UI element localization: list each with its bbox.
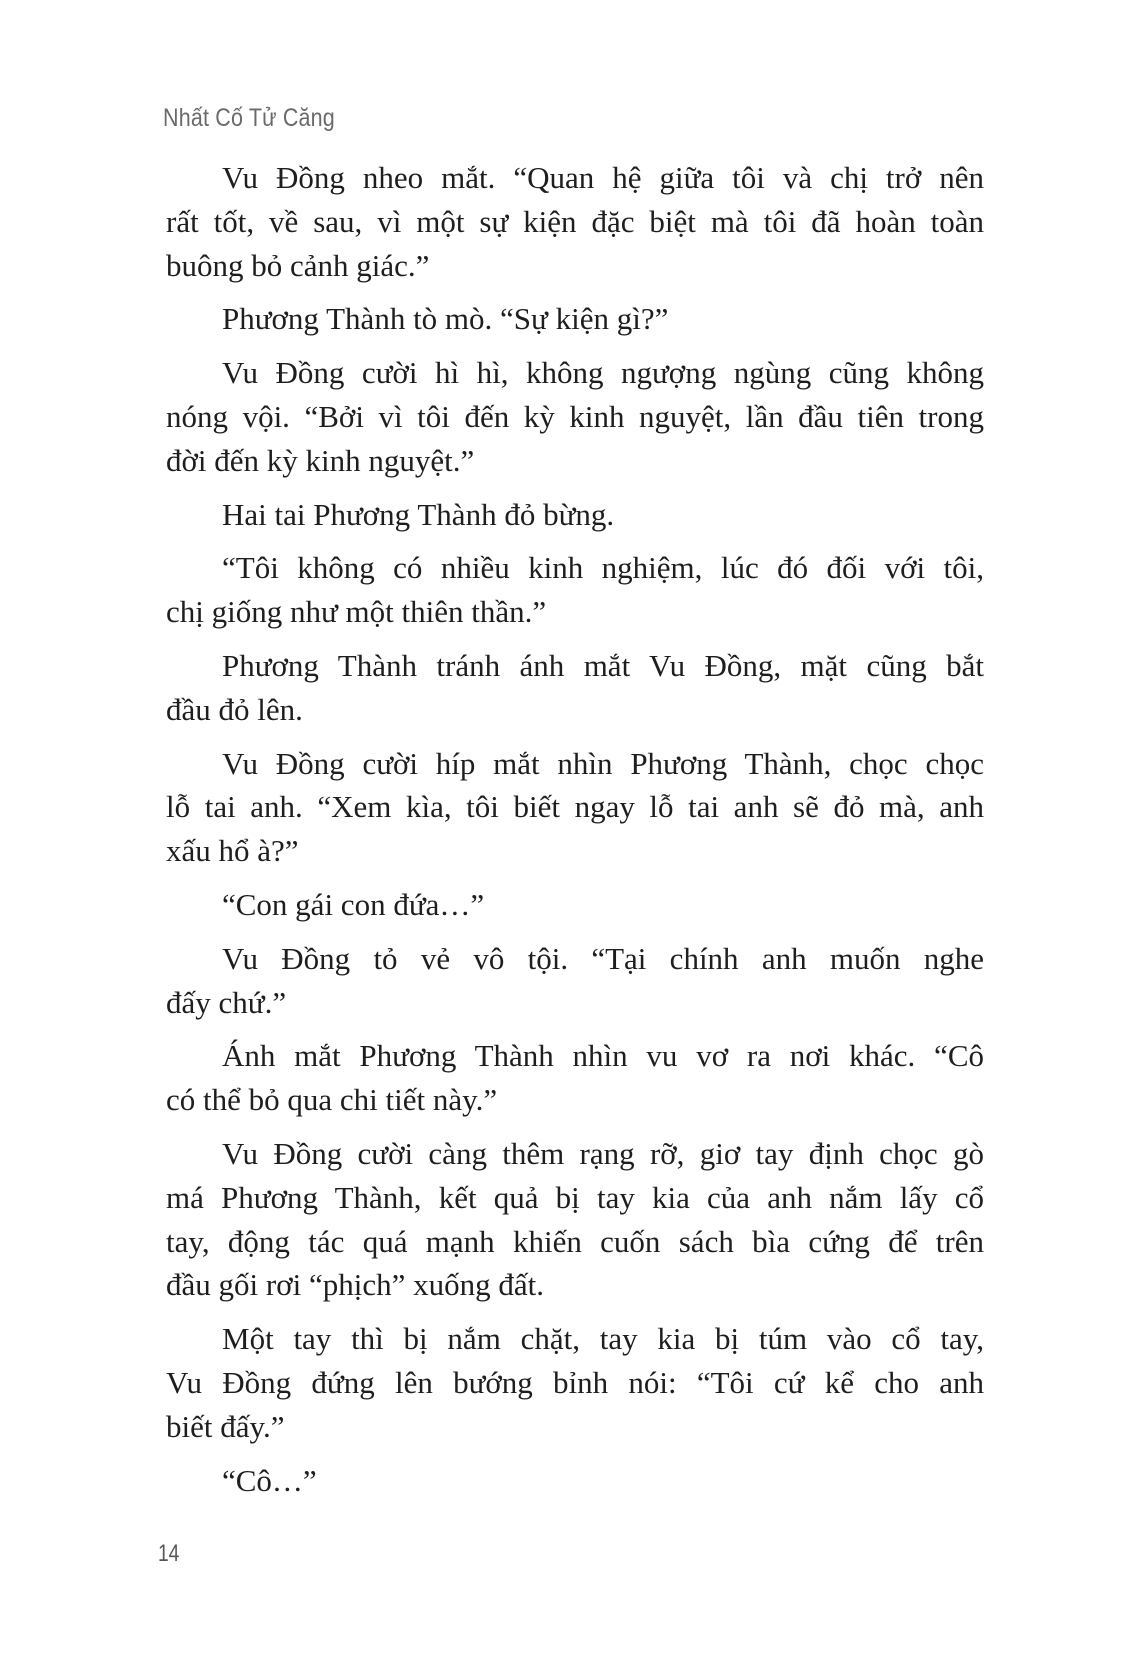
running-header: Nhất Cố Tử Căng (163, 104, 335, 132)
paragraph (166, 644, 984, 732)
text-line: tay, động tác quá mạnh khiến cuốn sách bìa cứng để trên (166, 1223, 984, 1259)
text-line: rất tốt, về sau, vì một sự kiện đặc biệt mà tôi đã hoàn toàn (166, 203, 984, 239)
text-line: “Cô…” (222, 1462, 317, 1498)
paragraph (166, 297, 984, 341)
text-line: Vu Đồng cười càng thêm rạng rỡ, giơ tay định chọc gò (222, 1135, 984, 1171)
text-line: “Con gái con đứa…” (222, 886, 485, 922)
text-line: Vu Đồng cười hì hì, không ngượng ngùng cũng không (222, 355, 984, 391)
text-line: má Phương Thành, kết quả bị tay kia của anh nắm lấy cổ (166, 1179, 984, 1215)
text-line: Hai tai Phương Thành đỏ bừng. (222, 496, 615, 532)
paragraph (166, 742, 984, 873)
paragraph (166, 546, 984, 634)
text-line: buông bỏ cảnh giác.” (166, 247, 430, 283)
paragraph (166, 883, 984, 927)
text-line: lỗ tai anh. “Xem kìa, tôi biết ngay lỗ tai anh sẽ đỏ mà, anh (166, 789, 984, 825)
text-line: chị giống như một thiên thần.” (166, 594, 547, 630)
body-text (166, 156, 984, 1512)
text-line: Phương Thành tránh ánh mắt Vu Đồng, mặt cũng bắt (222, 647, 984, 683)
text-line: nóng vội. “Bởi vì tôi đến kỳ kinh nguyệt, lần đầu tiên trong (166, 398, 984, 434)
text-line: “Tôi không có nhiều kinh nghiệm, lúc đó đối với tôi, (222, 550, 984, 586)
paragraph (166, 1034, 984, 1122)
page-number: 14 (158, 1540, 180, 1567)
text-line: Vu Đồng đứng lên bướng bỉnh nói: “Tôi cứ kể cho anh (166, 1364, 984, 1400)
text-line: Vu Đồng cười híp mắt nhìn Phương Thành, chọc chọc (222, 745, 984, 781)
text-line: đấy chứ.” (166, 984, 287, 1020)
text-line: biết đấy.” (166, 1408, 285, 1444)
text-line: xấu hổ à?” (166, 833, 299, 869)
paragraph (166, 1317, 984, 1448)
paragraph (166, 351, 984, 482)
text-line: Vu Đồng nheo mắt. “Quan hệ giữa tôi và chị trở nên (222, 160, 984, 195)
paragraph (166, 1132, 984, 1307)
text-line: có thể bỏ qua chi tiết này.” (166, 1082, 498, 1118)
text-line: đầu đỏ lên. (166, 691, 303, 727)
text-line: Ánh mắt Phương Thành nhìn vu vơ ra nơi khác. “Cô (222, 1038, 984, 1074)
text-line: Một tay thì bị nắm chặt, tay kia bị túm vào cổ tay, (222, 1321, 984, 1357)
text-line: Vu Đồng tỏ vẻ vô tội. “Tại chính anh muốn nghe (222, 940, 984, 976)
text-line: Phương Thành tò mò. “Sự kiện gì?” (222, 301, 669, 337)
text-line: đầu gối rơi “phịch” xuống đất. (166, 1267, 544, 1303)
paragraph (166, 156, 984, 287)
paragraph (166, 1459, 984, 1503)
paragraph (166, 937, 984, 1025)
paragraph (166, 493, 984, 537)
text-line: đời đến kỳ kinh nguyệt.” (166, 442, 475, 478)
